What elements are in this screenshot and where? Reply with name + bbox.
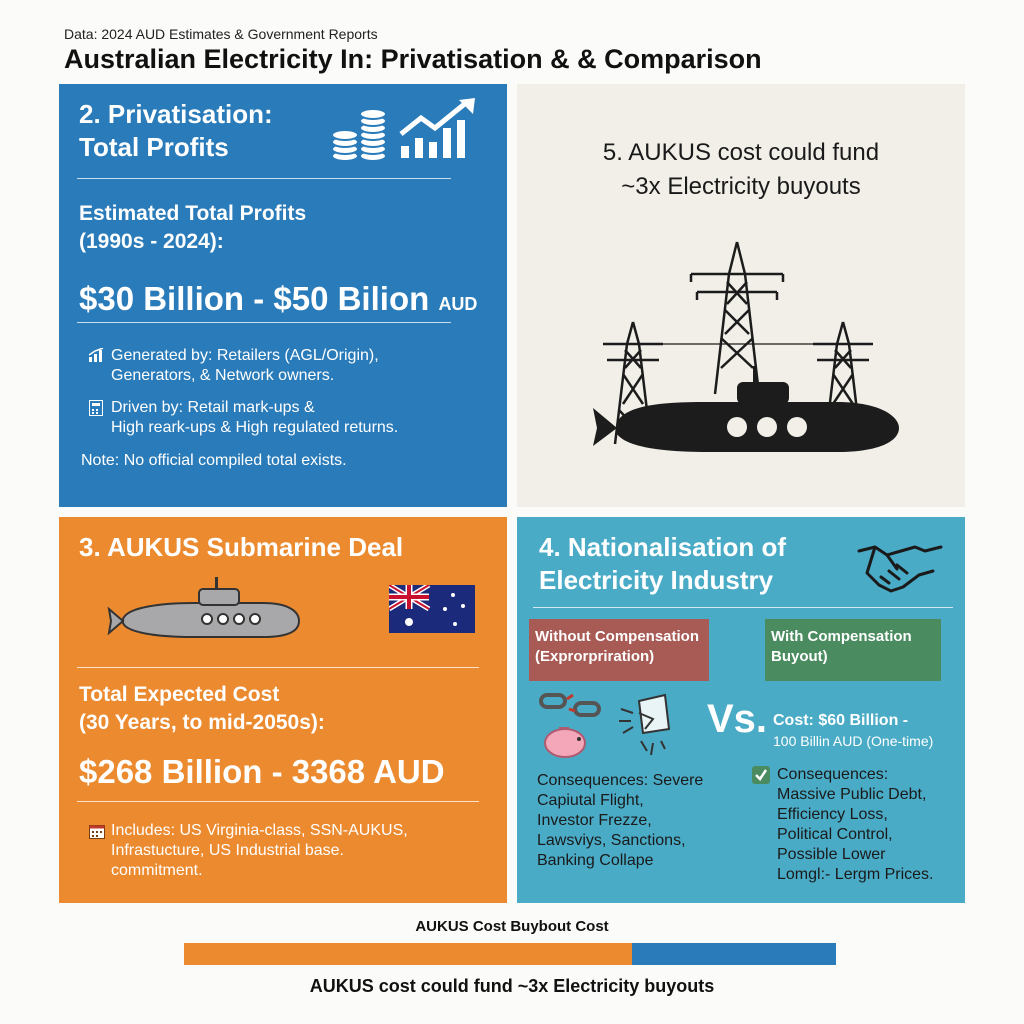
buyout-cost: Cost: $60 Billion - 100 Billin AUD (One-time)	[773, 712, 934, 749]
privatisation-bullet: Driven by: Retail mark-ups & High reark-ups & High regulated returns.	[89, 398, 398, 438]
privatisation-subheading: Estimated Total Profits (1990s - 2024):	[79, 202, 307, 253]
privatisation-note: Note: No official compiled total exists.	[81, 452, 347, 469]
nationalisation-panel	[517, 517, 965, 903]
data-source: Data: 2024 AUD Estimates & Government Reports	[64, 26, 378, 42]
versus-label: Vs.	[707, 697, 768, 741]
bar-chart-icon	[89, 346, 111, 386]
with-consequences: Consequences: Massive Public Debt, Efficiency Loss, Political Control, Possible Lower Lomgl:- Lergm Prices.	[777, 766, 934, 883]
aukus-subheading: Total Expected Cost (30 Years, to mid-2050s):	[79, 683, 325, 734]
divider	[77, 667, 479, 668]
divider	[77, 801, 479, 802]
handshake-icon	[857, 539, 943, 595]
divider	[77, 178, 451, 179]
aukus-panel	[59, 517, 507, 903]
without-compensation-tag: Without Compensation (Exprorpriration)	[529, 619, 709, 681]
broken-chain-icon	[541, 695, 599, 715]
calculator-icon	[89, 398, 111, 438]
aukus-heading: 3. AUKUS Submarine Deal	[79, 532, 404, 562]
growth-chart-icon	[397, 98, 481, 162]
privatisation-panel	[59, 84, 507, 507]
aukus-bullet: Includes: US Virginia-class, SSN-AUKUS, Infrastucture, US Industrial base. commitment.	[89, 821, 408, 881]
without-consequences: Consequences: Severe Capiutal Flight, Investor Frezze, Lawsviys, Sanctions, Banking Collape	[537, 772, 704, 869]
calendar-icon	[89, 821, 111, 881]
checkmark-icon	[751, 765, 771, 785]
privatisation-amount: $30 Billion - $50 Bilion AUD	[79, 280, 478, 317]
privatisation-heading: 2. Privatisation: Total Profits	[79, 99, 273, 162]
power-tower-icon	[587, 234, 907, 474]
nationalisation-heading: 4. Nationalisation of Electricity Industry	[539, 532, 787, 595]
australian-flag-icon	[389, 585, 475, 633]
comparison-heading: 5. AUKUS cost could fund ~3x Electricity buyouts	[602, 139, 880, 200]
privatisation-bullet: Generated by: Retailers (AGL/Origin), Generators, & Network owners.	[89, 346, 379, 386]
comparison-bar	[184, 943, 836, 965]
with-compensation-tag: With Compensation Buyout)	[765, 619, 941, 681]
broken-building-icon	[619, 695, 669, 755]
piggy-bank-icon	[545, 727, 585, 757]
bar-segment	[632, 943, 836, 965]
comparison-panel	[517, 84, 965, 507]
aukus-amount: $268 Billion - 3368 AUD	[79, 753, 445, 790]
page-title: Australian Electricity In: Privatisation & & Comparison	[64, 44, 762, 74]
bar-segment	[184, 943, 632, 965]
submarine-icon	[103, 573, 303, 647]
bar-caption: AUKUS cost could fund ~3x Electricity buyouts	[309, 976, 715, 996]
divider	[533, 607, 953, 608]
bar-label: AUKUS Cost Buybout Cost	[415, 918, 609, 935]
divider	[77, 322, 451, 323]
